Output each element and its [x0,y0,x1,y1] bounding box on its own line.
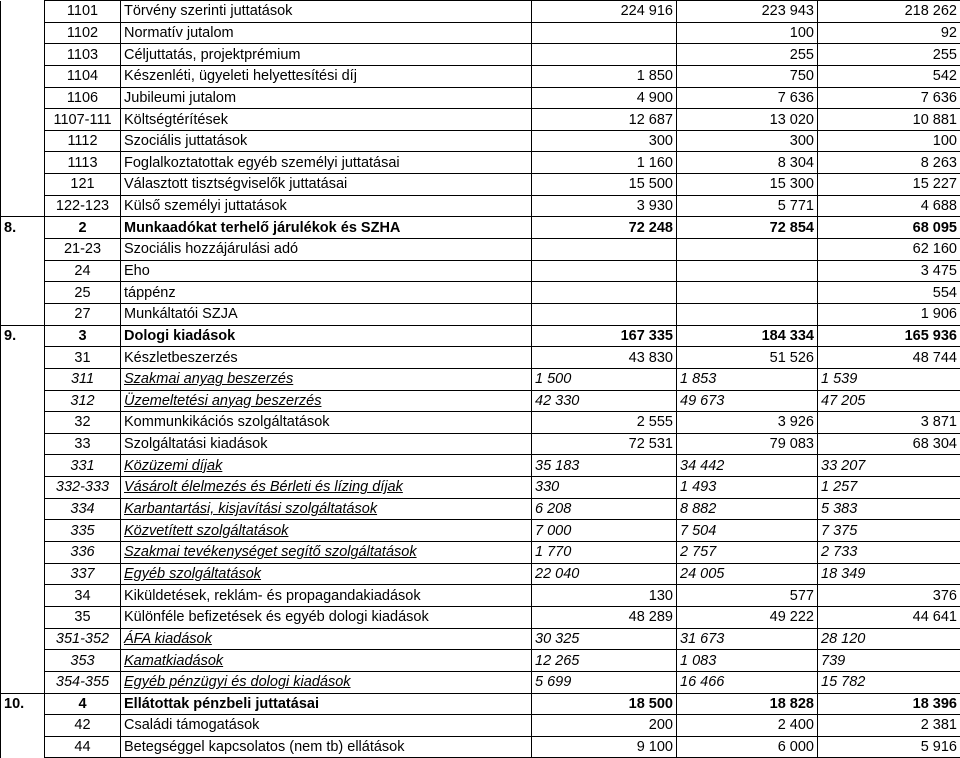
account-code-cell: 122-123 [45,195,121,217]
value-1-cell: 130 [532,585,677,607]
account-code-cell: 331 [45,455,121,477]
account-code-cell: 312 [45,390,121,412]
item-name-cell: Különféle befizetések és egyéb dologi kiadások [121,606,532,628]
value-2-cell [677,239,818,261]
table-row [1,412,960,434]
account-code-cell: 1104 [45,65,121,87]
value-1-cell: 12 265 [532,650,677,672]
value-2-cell: 2 757 [677,542,818,564]
table-row [1,477,960,499]
account-code-cell: 1101 [45,1,121,23]
item-name-cell: Betegséggel kapcsolatos (nem tb) ellátások [121,736,532,758]
value-2-cell: 51 526 [677,347,818,369]
item-name-cell: Szolgáltatási kiadások [121,433,532,455]
value-1-cell: 30 325 [532,628,677,650]
value-3-cell: 15 782 [818,671,960,693]
value-3-cell: 542 [818,65,960,87]
value-2-cell: 18 828 [677,693,818,715]
item-name-cell: Választott tisztségviselők juttatásai [121,174,532,196]
section-number-cell [1,671,45,693]
account-code-cell: 34 [45,585,121,607]
item-name-cell: Munkáltatói SZJA [121,303,532,325]
section-number-cell [1,195,45,217]
value-3-cell: 92 [818,22,960,44]
value-1-cell: 1 770 [532,542,677,564]
value-3-cell: 2 733 [818,542,960,564]
account-code-cell: 42 [45,715,121,737]
section-number-cell [1,260,45,282]
value-1-cell: 22 040 [532,563,677,585]
value-2-cell: 7 504 [677,520,818,542]
value-1-cell [532,260,677,282]
item-name-cell: táppénz [121,282,532,304]
table-row [1,520,960,542]
value-2-cell: 6 000 [677,736,818,758]
value-3-cell: 4 688 [818,195,960,217]
value-1-cell: 4 900 [532,87,677,109]
section-number-cell: 8. [1,217,45,239]
account-code-cell: 35 [45,606,121,628]
value-2-cell: 1 853 [677,368,818,390]
value-2-cell: 31 673 [677,628,818,650]
value-1-cell: 48 289 [532,606,677,628]
table-row [1,195,960,217]
item-name-cell: Kommunkikációs szolgáltatások [121,412,532,434]
value-3-cell: 739 [818,650,960,672]
value-2-cell: 3 926 [677,412,818,434]
item-name-cell: Céljuttatás, projektprémium [121,44,532,66]
section-number-cell [1,87,45,109]
value-3-cell: 68 095 [818,217,960,239]
value-3-cell: 1 257 [818,477,960,499]
value-1-cell: 1 160 [532,152,677,174]
table-row [1,87,960,109]
table-row [1,65,960,87]
value-3-cell: 5 916 [818,736,960,758]
section-number-cell [1,130,45,152]
account-code-cell: 44 [45,736,121,758]
value-1-cell [532,303,677,325]
table-row [1,715,960,737]
table-row [1,347,960,369]
item-name-cell: Dologi kiadások [121,325,532,347]
item-name-cell: Külső személyi juttatások [121,195,532,217]
value-2-cell: 1 083 [677,650,818,672]
value-3-cell: 255 [818,44,960,66]
value-1-cell: 1 500 [532,368,677,390]
table-row [1,303,960,325]
table-row [1,563,960,585]
value-2-cell: 13 020 [677,109,818,131]
item-name-cell: Üzemeltetési anyag beszerzés [121,390,532,412]
value-3-cell: 2 381 [818,715,960,737]
item-name-cell: Költségtérítések [121,109,532,131]
value-2-cell [677,260,818,282]
table-row [1,239,960,261]
account-code-cell: 31 [45,347,121,369]
item-name-cell: Kamatkiadások [121,650,532,672]
value-2-cell: 49 222 [677,606,818,628]
value-2-cell: 24 005 [677,563,818,585]
value-2-cell: 223 943 [677,1,818,23]
table-row [1,109,960,131]
section-number-cell [1,44,45,66]
item-name-cell: Törvény szerinti juttatások [121,1,532,23]
table-row [1,1,960,23]
table-row [1,650,960,672]
value-1-cell: 1 850 [532,65,677,87]
value-3-cell: 3 475 [818,260,960,282]
item-name-cell: Egyéb pénzügyi és dologi kiadások [121,671,532,693]
item-name-cell: Normatív jutalom [121,22,532,44]
account-code-cell: 21-23 [45,239,121,261]
value-1-cell [532,22,677,44]
value-3-cell: 18 396 [818,693,960,715]
item-name-cell: Munkaadókat terhelő járulékok és SZHA [121,217,532,239]
value-2-cell: 184 334 [677,325,818,347]
value-2-cell: 2 400 [677,715,818,737]
budget-table-body [1,1,960,758]
value-3-cell: 218 262 [818,1,960,23]
value-2-cell: 16 466 [677,671,818,693]
table-row [1,585,960,607]
section-number-cell [1,22,45,44]
account-code-cell: 2 [45,217,121,239]
account-code-cell: 1102 [45,22,121,44]
value-3-cell: 10 881 [818,109,960,131]
table-row [1,606,960,628]
item-name-cell: ÁFA kiadások [121,628,532,650]
value-2-cell: 8 304 [677,152,818,174]
account-code-cell: 121 [45,174,121,196]
table-row [1,217,960,239]
account-code-cell: 25 [45,282,121,304]
value-3-cell: 8 263 [818,152,960,174]
value-3-cell: 376 [818,585,960,607]
item-name-cell: Családi támogatások [121,715,532,737]
item-name-cell: Karbantartási, kisjavítási szolgáltatások [121,498,532,520]
table-row [1,174,960,196]
value-3-cell: 1 539 [818,368,960,390]
value-3-cell: 68 304 [818,433,960,455]
value-1-cell [532,239,677,261]
account-code-cell: 354-355 [45,671,121,693]
section-number-cell [1,498,45,520]
value-3-cell: 28 120 [818,628,960,650]
value-2-cell [677,303,818,325]
account-code-cell: 311 [45,368,121,390]
value-2-cell: 72 854 [677,217,818,239]
item-name-cell: Ellátottak pénzbeli juttatásai [121,693,532,715]
section-number-cell [1,303,45,325]
account-code-cell: 1107-111 [45,109,121,131]
table-row [1,542,960,564]
value-2-cell: 7 636 [677,87,818,109]
value-1-cell: 7 000 [532,520,677,542]
value-2-cell: 5 771 [677,195,818,217]
section-number-cell [1,109,45,131]
item-name-cell: Eho [121,260,532,282]
value-1-cell: 15 500 [532,174,677,196]
value-1-cell: 5 699 [532,671,677,693]
item-name-cell: Egyéb szolgáltatások [121,563,532,585]
section-number-cell [1,1,45,23]
section-number-cell [1,606,45,628]
table-row [1,22,960,44]
account-code-cell: 1106 [45,87,121,109]
value-2-cell: 1 493 [677,477,818,499]
section-number-cell: 9. [1,325,45,347]
table-row [1,368,960,390]
value-1-cell: 12 687 [532,109,677,131]
item-name-cell: Szakmai tevékenységet segítő szolgáltatások [121,542,532,564]
value-3-cell: 3 871 [818,412,960,434]
table-row [1,498,960,520]
value-1-cell [532,44,677,66]
item-name-cell: Szociális juttatások [121,130,532,152]
value-1-cell: 72 531 [532,433,677,455]
table-row [1,671,960,693]
account-code-cell: 351-352 [45,628,121,650]
value-3-cell: 5 383 [818,498,960,520]
value-3-cell: 15 227 [818,174,960,196]
section-number-cell [1,628,45,650]
account-code-cell: 332-333 [45,477,121,499]
value-1-cell: 3 930 [532,195,677,217]
value-3-cell: 47 205 [818,390,960,412]
value-3-cell: 62 160 [818,239,960,261]
section-number-cell [1,715,45,737]
value-3-cell: 165 936 [818,325,960,347]
account-code-cell: 336 [45,542,121,564]
value-2-cell: 577 [677,585,818,607]
item-name-cell: Jubileumi jutalom [121,87,532,109]
section-number-cell [1,477,45,499]
value-1-cell: 72 248 [532,217,677,239]
section-number-cell [1,412,45,434]
account-code-cell: 334 [45,498,121,520]
item-name-cell: Közüzemi díjak [121,455,532,477]
value-1-cell: 300 [532,130,677,152]
account-code-cell: 1113 [45,152,121,174]
account-code-cell: 3 [45,325,121,347]
table-row [1,130,960,152]
table-row [1,152,960,174]
section-number-cell [1,563,45,585]
account-code-cell: 27 [45,303,121,325]
account-code-cell: 353 [45,650,121,672]
value-2-cell: 49 673 [677,390,818,412]
value-1-cell: 330 [532,477,677,499]
table-row [1,693,960,715]
section-number-cell [1,152,45,174]
account-code-cell: 337 [45,563,121,585]
section-number-cell [1,347,45,369]
value-3-cell: 1 906 [818,303,960,325]
value-3-cell: 18 349 [818,563,960,585]
value-3-cell: 554 [818,282,960,304]
value-3-cell: 7 636 [818,87,960,109]
value-1-cell: 167 335 [532,325,677,347]
value-1-cell: 43 830 [532,347,677,369]
section-number-cell [1,282,45,304]
item-name-cell: Kiküldetések, reklám- és propagandakiadások [121,585,532,607]
value-3-cell: 7 375 [818,520,960,542]
account-code-cell: 335 [45,520,121,542]
section-number-cell [1,542,45,564]
value-1-cell: 224 916 [532,1,677,23]
section-number-cell [1,433,45,455]
item-name-cell: Szakmai anyag beszerzés [121,368,532,390]
table-row [1,325,960,347]
section-number-cell [1,239,45,261]
table-row [1,455,960,477]
account-code-cell: 1103 [45,44,121,66]
section-number-cell [1,650,45,672]
value-2-cell: 79 083 [677,433,818,455]
account-code-cell: 4 [45,693,121,715]
table-row [1,390,960,412]
value-1-cell: 35 183 [532,455,677,477]
table-row [1,44,960,66]
item-name-cell: Készenléti, ügyeleti helyettesítési díj [121,65,532,87]
table-row [1,260,960,282]
value-1-cell: 6 208 [532,498,677,520]
value-2-cell: 300 [677,130,818,152]
value-2-cell: 34 442 [677,455,818,477]
section-number-cell [1,65,45,87]
value-1-cell: 200 [532,715,677,737]
value-2-cell: 100 [677,22,818,44]
value-3-cell: 33 207 [818,455,960,477]
value-3-cell: 100 [818,130,960,152]
item-name-cell: Vásárolt élelmezés és Bérleti és lízing díjak [121,477,532,499]
value-1-cell: 9 100 [532,736,677,758]
section-number-cell: 10. [1,693,45,715]
table-row [1,282,960,304]
section-number-cell [1,520,45,542]
section-number-cell [1,585,45,607]
section-number-cell [1,455,45,477]
value-3-cell: 44 641 [818,606,960,628]
section-number-cell [1,368,45,390]
account-code-cell: 24 [45,260,121,282]
item-name-cell: Szociális hozzájárulási adó [121,239,532,261]
account-code-cell: 1112 [45,130,121,152]
item-name-cell: Közvetített szolgáltatások [121,520,532,542]
value-2-cell: 750 [677,65,818,87]
account-code-cell: 32 [45,412,121,434]
account-code-cell: 33 [45,433,121,455]
value-1-cell: 42 330 [532,390,677,412]
value-1-cell: 18 500 [532,693,677,715]
value-1-cell: 2 555 [532,412,677,434]
value-2-cell [677,282,818,304]
table-row [1,433,960,455]
value-1-cell [532,282,677,304]
value-2-cell: 15 300 [677,174,818,196]
value-2-cell: 255 [677,44,818,66]
value-3-cell: 48 744 [818,347,960,369]
item-name-cell: Készletbeszerzés [121,347,532,369]
section-number-cell [1,174,45,196]
item-name-cell: Foglalkoztatottak egyéb személyi juttatásai [121,152,532,174]
section-number-cell [1,390,45,412]
value-2-cell: 8 882 [677,498,818,520]
table-row [1,628,960,650]
